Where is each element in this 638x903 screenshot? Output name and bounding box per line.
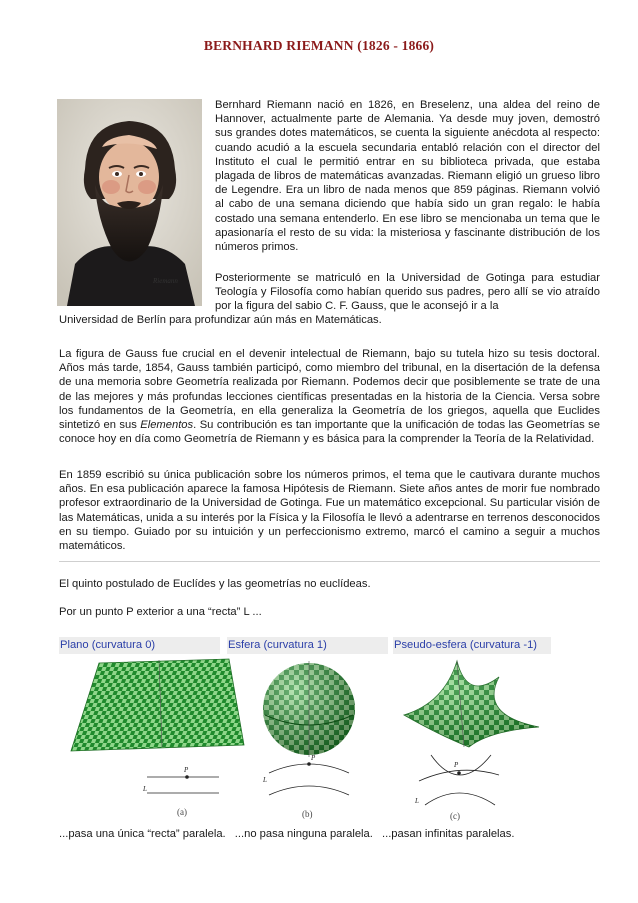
caption-sphere: ...no pasa ninguna paralela. bbox=[234, 828, 373, 840]
sphere-panel bbox=[262, 661, 355, 819]
pseudo-curve-1 bbox=[431, 755, 491, 775]
bio-paragraph-2: Posteriormente se matriculó en la Universidad de Gotinga para estudiar Teología y Filosofía como habían querido sus padres, pero allí se vio atraído por la figura del sabio C. F. Gauss, que le aconsejó ir a la bbox=[215, 272, 600, 313]
bio-paragraph-4: En 1859 escribió su única publicación sobre los números primos, el tema que le cautivara durante muchos años. En esa publicación aparece la famosa Hipótesis de Riemann. Siete años antes de morir fue nombrado profesor extraordinario de la Universidad de Gotinga. Fue un matemático excepcional. Su particular visión de las Matemáticas, unida a su interés por la Física y la Filosofía le llevó a adentrarse en terrenos desconocidos en su tiempo. Guiado por su intuición y un perfeccionismo extremo, marcó el camino a seguir a muchos matemáticos. bbox=[59, 469, 600, 553]
section-intro: Por un punto P exterior a una “recta” L ... bbox=[59, 606, 262, 618]
section-heading: El quinto postulado de Euclídes y las geometrías no euclídeas. bbox=[59, 578, 371, 590]
line-label-a: L bbox=[143, 785, 147, 793]
bio-paragraph-3 bbox=[59, 347, 600, 446]
bio-paragraph-2-continued: Universidad de Berlín para profundizar aún más en Matemáticas. bbox=[59, 314, 382, 326]
header-sphere: Esfera (curvatura 1) bbox=[227, 637, 388, 654]
line-label-c: L bbox=[415, 797, 419, 805]
caption-pseudosphere: ...pasan infinitas paralelas. bbox=[381, 828, 515, 840]
section-divider bbox=[59, 561, 600, 562]
caption-plane: ...pasa una única “recta” paralela. bbox=[59, 828, 226, 840]
elementos-title: Elementos bbox=[140, 419, 194, 432]
geometry-figure bbox=[59, 655, 559, 825]
plane-surface bbox=[71, 659, 244, 751]
point-label-b: P bbox=[311, 754, 316, 762]
bio-paragraph-1: Bernhard Riemann nació en 1826, en Breselenz, una aldea del reino de Hannover, actualmente parte de Alemania. Ya desde muy joven, demostró sus grandes dotes matemáticos, se cuenta la siguiente anécdota al respecto: cuando acudió a la escuela secundaria entabló relación con el director del Instituto el cual le permitió entrar en su biblioteca privada, que estaba plagada de libros de matemáticas avanzadas. Riemann eligió un grueso libro de Legendre. Era un libro de nada menos que 859 páginas. Riemann volvió al cabo de una semana diciendo que había sido un gran regalo: le había costado una semana entenderlo. En ese libro se mencionaba un tema que le apasionaría el resto de su vida: la misteriosa y fascinante distribución de los números primos. bbox=[215, 99, 600, 254]
pseudo-curve-3 bbox=[425, 793, 495, 805]
page-title: BERNHARD RIEMANN (1826 - 1866) bbox=[203, 38, 435, 53]
portrait-signature: Riemann bbox=[153, 277, 178, 285]
point-label-a: P bbox=[184, 766, 189, 774]
pseudosphere-panel bbox=[404, 661, 539, 821]
sphere-curve-bottom bbox=[269, 786, 349, 795]
header-pseudosphere: Pseudo-esfera (curvatura -1) bbox=[393, 637, 551, 654]
plane-panel bbox=[71, 659, 244, 817]
header-plane: Plano (curvatura 0) bbox=[59, 637, 220, 654]
captions-row bbox=[59, 828, 520, 840]
p3-text-b: . Su contribución es tan importante que la unificación de todas las Geometrías se conoce hoy en día como Geometría de Riemann y es básica para la comprender la Teoría de la Relatividad. bbox=[59, 419, 600, 446]
riemann-portrait bbox=[57, 99, 202, 306]
point-label-c: P bbox=[454, 761, 459, 769]
geometry-figure-svg bbox=[59, 655, 559, 825]
panel-label-b: (b) bbox=[302, 809, 313, 819]
panel-label-c: (c) bbox=[450, 811, 460, 821]
line-label-b: L bbox=[263, 776, 267, 784]
portrait-drawing bbox=[57, 99, 202, 306]
panel-label-a: (a) bbox=[177, 807, 187, 817]
p3-text-a: La figura de Gauss fue crucial en el devenir intelectual de Riemann, bajo su tutela hizo su tesis doctoral. Años más tarde, 1854, Gauss también participó, como miembro del tribunal, en la disertación de la defensa de una memoria sobre Geometría realizada por Riemann. Podemos decir que posiblemente se trate de una de las mejores y más profundas lecciones científicas presentadas en la historia de la Ciencia. Versa sobre los fundamentos de la Geometría, en ella generaliza la Geometría de los griegos, aquella que Euclides sintetizó en sus bbox=[59, 348, 600, 432]
